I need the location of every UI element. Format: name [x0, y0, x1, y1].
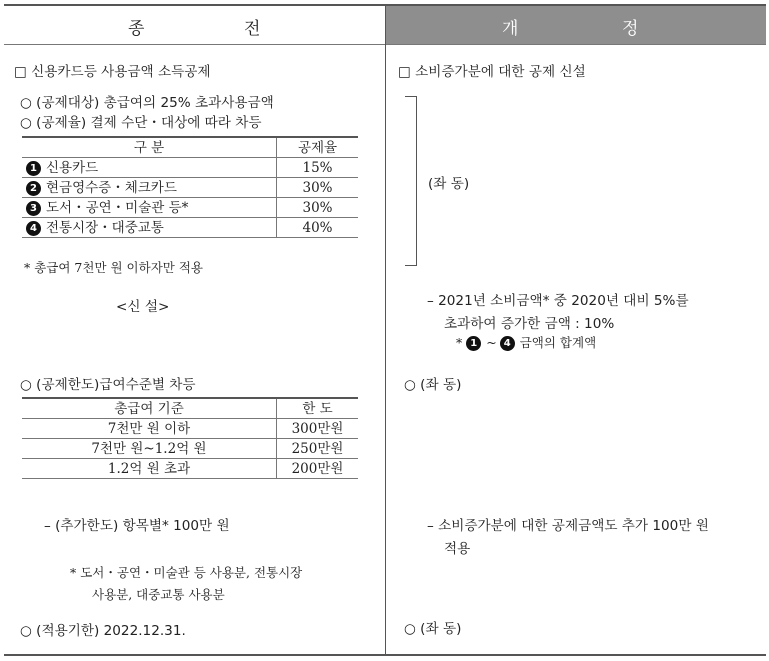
- extra-footnote-line-2: 사용분, 대중교통 사용분: [92, 587, 225, 602]
- header-right-column: [386, 4, 766, 45]
- rate-row-label: 도서・공연・미술관 등*: [46, 199, 189, 216]
- bottom-rule: [4, 654, 766, 656]
- table-row: [22, 178, 358, 198]
- extra-footnote-line-1: * 도서・공연・미술관 등 사용분, 전통시장: [70, 565, 303, 580]
- limit-table: [22, 397, 358, 479]
- right-new-sum-label: 금액의 합계액: [519, 335, 597, 350]
- rate-row-value: 15%: [277, 158, 359, 178]
- table-row: [22, 158, 358, 178]
- limit-row-value: 300만원: [277, 419, 359, 439]
- header-left-char-2: 전: [244, 19, 261, 39]
- left-limit-line: ○ (공제한도)급여수준별 차등: [20, 377, 196, 393]
- right-extra-line-1: – 소비증가분에 대한 공제금액도 추가 100만 원: [427, 518, 709, 534]
- header-left-char-1: 종: [128, 19, 145, 39]
- right-extra-line-2: 적용: [444, 541, 471, 557]
- number-4-icon: 4: [500, 336, 515, 351]
- rate-row-label: 현금영수증・체크카드: [46, 179, 177, 196]
- new-label: <신 설>: [116, 299, 170, 315]
- table-row: [22, 459, 358, 479]
- limit-row-label: 1.2억 원 초과: [107, 460, 191, 477]
- rate-table-header-category: 구 분: [133, 139, 165, 156]
- rate-row-label: 신용카드: [46, 159, 99, 176]
- left-expiry: ○ (적용기한) 2022.12.31.: [20, 623, 186, 639]
- right-same-2: ○ (좌 동): [404, 377, 462, 393]
- left-section-title: □ 신용카드등 사용금액 소득공제: [14, 64, 211, 80]
- right-same-3: ○ (좌 동): [404, 621, 462, 637]
- limit-table-header-basis: 총급여 기준: [114, 400, 184, 417]
- header-left-column: [4, 4, 385, 45]
- right-section-title: □ 소비증가분에 대한 공제 신설: [398, 64, 586, 80]
- rate-row-value: 30%: [277, 178, 359, 198]
- left-target-line: ○ (공제대상) 총급여의 25% 초과사용금액: [20, 95, 274, 111]
- number-1-icon: 1: [466, 336, 481, 351]
- right-same-1: (좌 동): [428, 176, 470, 192]
- table-row: [22, 198, 358, 218]
- left-rate-line: ○ (공제율) 결제 수단・대상에 따라 차등: [20, 115, 262, 131]
- rate-row-value: 40%: [277, 218, 359, 238]
- table-row: [22, 419, 358, 439]
- rate-table-header-rate: 공제율: [277, 137, 359, 158]
- rate-table: [22, 136, 358, 238]
- header-right-char-1: 개: [502, 19, 519, 39]
- right-new-line-1: – 2021년 소비금액* 중 2020년 대비 5%를: [427, 293, 689, 309]
- limit-row-label: 7천만 원~1.2억 원: [91, 440, 207, 457]
- column-divider: [385, 4, 386, 655]
- bracket-marker: [405, 96, 417, 266]
- right-new-line-3: * 1 ~ 4 금액의 합계액: [456, 335, 597, 350]
- limit-row-label: 7천만 원 이하: [107, 420, 191, 437]
- table-row: [22, 218, 358, 238]
- left-extra-limit: – (추가한도) 항목별* 100만 원: [44, 518, 230, 534]
- rate-footnote: * 총급여 7천만 원 이하자만 적용: [24, 260, 203, 275]
- header-right-char-2: 정: [622, 19, 639, 39]
- table-row: [22, 439, 358, 459]
- rate-table-header: [22, 137, 358, 158]
- right-new-line-2: 초과하여 증가한 금액 : 10%: [444, 316, 615, 332]
- number-1-icon: 1: [26, 161, 41, 176]
- limit-table-header: [22, 398, 358, 419]
- rate-row-label: 전통시장・대중교통: [46, 219, 164, 236]
- limit-table-header-limit: 한 도: [277, 398, 359, 419]
- number-4-icon: 4: [26, 221, 41, 236]
- rate-row-value: 30%: [277, 198, 359, 218]
- limit-row-value: 200만원: [277, 459, 359, 479]
- number-2-icon: 2: [26, 181, 41, 196]
- number-3-icon: 3: [26, 201, 41, 216]
- limit-row-value: 250만원: [277, 439, 359, 459]
